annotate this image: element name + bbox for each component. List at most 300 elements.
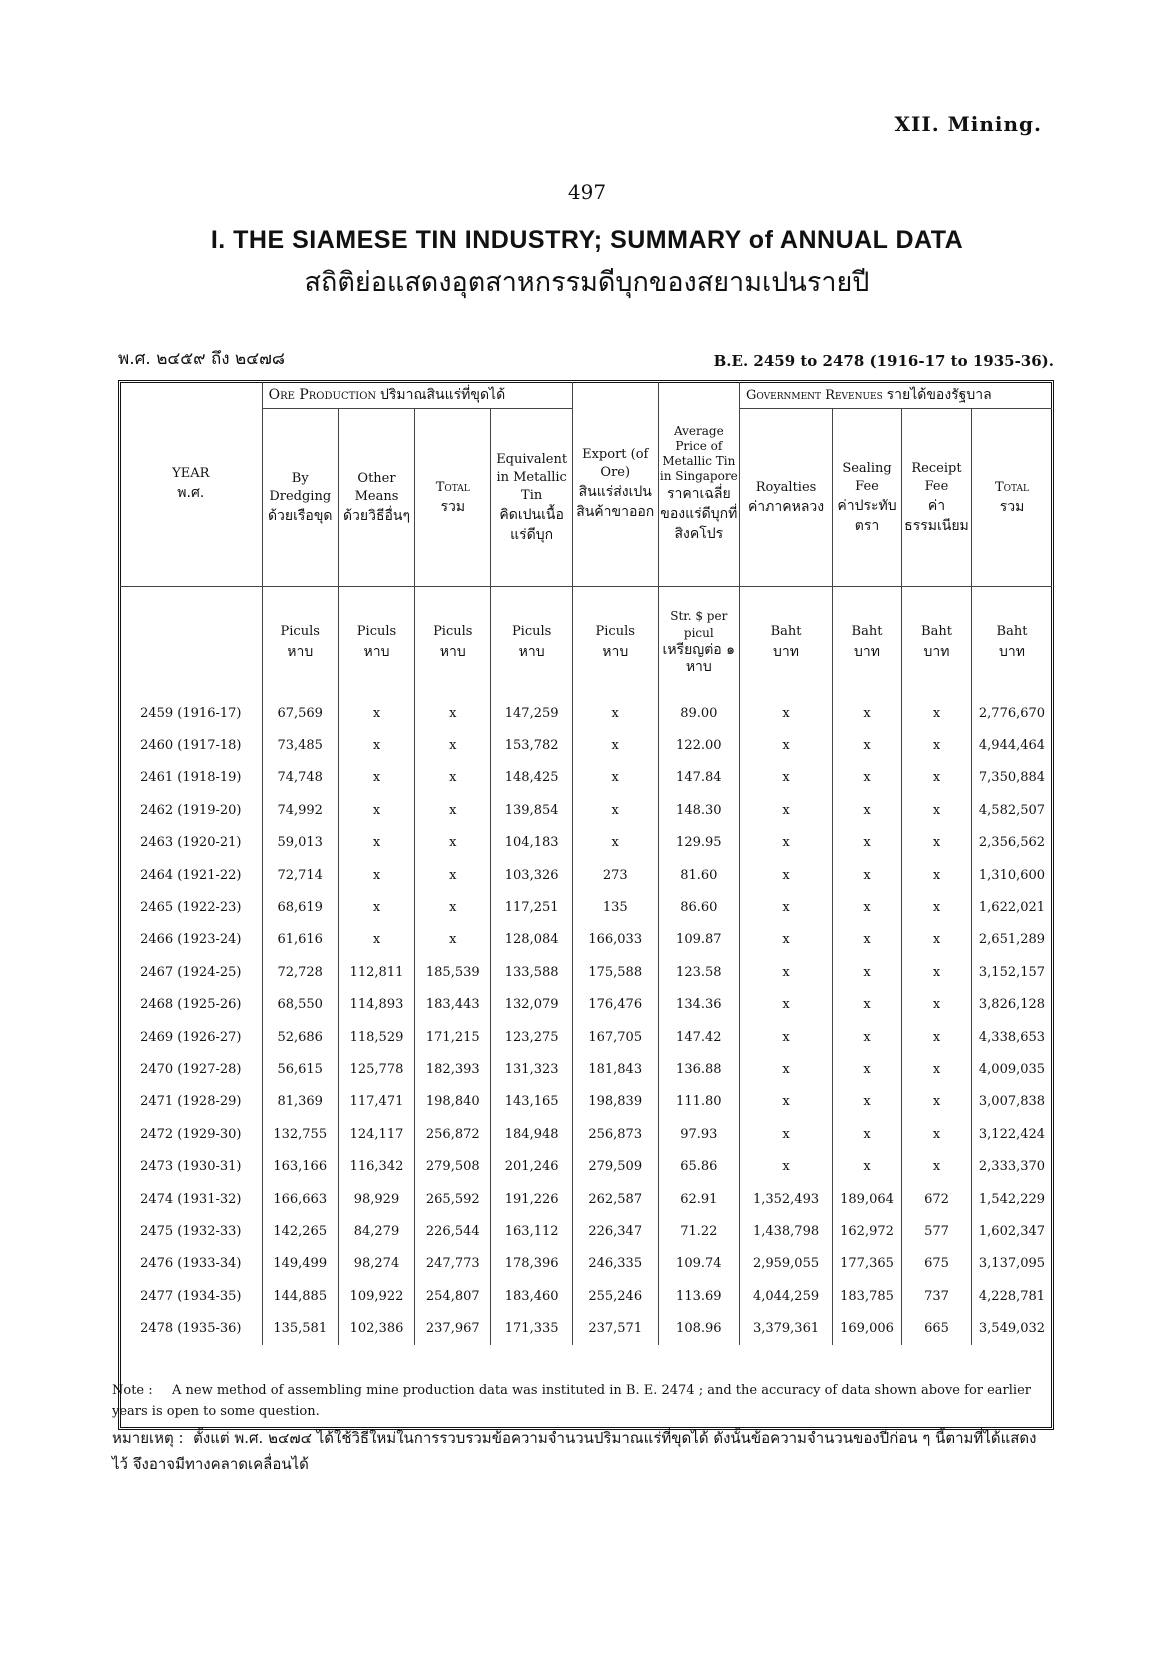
unit-piculs: Piculs [595, 624, 635, 639]
revenue-total-cell: 3,122,424 [971, 1118, 1052, 1150]
section-heading: XII. Mining. [894, 112, 1042, 136]
receipt-fee-cell: x [901, 729, 971, 761]
ore-total-header-th: รวม [440, 498, 466, 515]
note-thai [112, 1425, 1046, 1477]
ore-total-cell: x [415, 827, 491, 859]
unit-baht: Baht [921, 624, 952, 639]
unit-piculs: Piculs [511, 624, 552, 639]
unit-piculs-th: หาบ [287, 644, 314, 660]
unit-year [120, 587, 262, 698]
other-means-header-th: ด้วยวิธีอื่นๆ [342, 507, 411, 524]
unit-piculs: Piculs [280, 624, 320, 639]
price-header-en: Average Price of Metallic Tin in Singapore [659, 424, 738, 483]
table-row [120, 924, 1052, 956]
page-number: 497 [567, 180, 607, 204]
unit-baht: Baht [770, 624, 802, 639]
export-cell: 167,705 [572, 1021, 658, 1053]
export-cell: 262,587 [572, 1183, 658, 1215]
sealing-fee-cell: 183,785 [833, 1280, 902, 1312]
unit-cell [833, 587, 902, 698]
year-cell: 2461 (1918-19) [140, 770, 242, 786]
by-dredging-cell: 73,485 [262, 729, 338, 761]
by-dredging-cell: 59,013 [262, 827, 338, 859]
unit-cell [901, 587, 971, 698]
ore-total-cell: 237,967 [415, 1312, 491, 1344]
by-dredging-cell: 72,714 [262, 859, 338, 891]
export-cell: 226,347 [572, 1215, 658, 1247]
year-cell: 2467 (1924-25) [140, 964, 242, 980]
by-dredging-cell: 144,885 [262, 1280, 338, 1312]
other-means-cell: 84,279 [338, 1215, 414, 1247]
year-cell: 2465 (1922-23) [140, 900, 242, 916]
by-dredging-cell: 132,755 [262, 1118, 338, 1150]
export-cell: x [572, 697, 658, 729]
year-cell: 2464 (1921-22) [140, 867, 242, 883]
sealing-fee-cell: x [833, 729, 902, 761]
export-cell: x [572, 794, 658, 826]
year-range-thai: พ.ศ. ๒๔๕๙ ถึง ๒๔๗๘ [118, 349, 285, 369]
price-cell: 109.87 [658, 924, 739, 956]
metallic-tin-header-th: คิดเปนเนื้อแร่ดีบุก [499, 506, 564, 543]
ore-total-cell: x [415, 729, 491, 761]
year-cell: 2460 (1917-18) [140, 738, 242, 754]
other-means-header [338, 409, 414, 587]
year-cell: 2468 (1925-26) [140, 997, 242, 1013]
table-row [120, 697, 1052, 729]
metallic-tin-cell: 153,782 [491, 729, 573, 761]
revenue-total-cell: 2,356,562 [971, 827, 1052, 859]
receipt-fee-cell: x [901, 1021, 971, 1053]
table-row [120, 1086, 1052, 1118]
export-cell: 246,335 [572, 1248, 658, 1280]
revenue-total-cell: 1,310,600 [971, 859, 1052, 891]
royalties-cell: x [740, 1150, 833, 1182]
metallic-tin-cell: 117,251 [491, 891, 573, 923]
ore-total-cell: x [415, 762, 491, 794]
government-revenues-label: Government Revenues [746, 388, 883, 403]
unit-piculs-th: หาบ [363, 644, 390, 660]
other-means-cell: x [338, 697, 414, 729]
revenue-total-cell: 1,622,021 [971, 891, 1052, 923]
unit-piculs: Piculs [356, 624, 397, 639]
royalties-cell: 3,379,361 [740, 1312, 833, 1344]
year-cell: 2477 (1934-35) [140, 1288, 242, 1304]
royalties-header [740, 409, 833, 587]
receipt-fee-cell: x [901, 956, 971, 988]
sealing-fee-cell: x [833, 924, 902, 956]
price-cell: 113.69 [658, 1280, 739, 1312]
price-cell: 86.60 [658, 891, 739, 923]
by-dredging-cell: 74,992 [262, 794, 338, 826]
unit-cell [740, 587, 833, 698]
unit-baht: Baht [996, 624, 1028, 639]
ore-total-cell: 171,215 [415, 1021, 491, 1053]
table-row [120, 1183, 1052, 1215]
sealing-fee-cell: x [833, 762, 902, 794]
other-means-cell: 124,117 [338, 1118, 414, 1150]
year-cell: 2462 (1919-20) [140, 802, 242, 818]
by-dredging-cell: 142,265 [262, 1215, 338, 1247]
sealing-fee-cell: x [833, 697, 902, 729]
price-cell: 147.42 [658, 1021, 739, 1053]
price-cell: 134.36 [658, 989, 739, 1021]
metallic-tin-cell: 171,335 [491, 1312, 573, 1344]
royalties-cell: x [740, 1021, 833, 1053]
other-means-cell: 114,893 [338, 989, 414, 1021]
unit-price: Str. $ per picul [670, 609, 728, 640]
royalties-header-th: ค่าภาคหลวง [747, 498, 825, 515]
unit-cell [491, 587, 573, 698]
ore-total-cell: 265,592 [415, 1183, 491, 1215]
export-cell: 279,509 [572, 1150, 658, 1182]
table-row [120, 1215, 1052, 1247]
ore-total-cell: 198,840 [415, 1086, 491, 1118]
other-means-cell: x [338, 827, 414, 859]
royalties-cell: x [740, 859, 833, 891]
unit-cell [658, 587, 739, 698]
year-header [120, 382, 262, 587]
unit-baht-th: บาท [999, 644, 1025, 660]
receipt-fee-header-th: ค่าธรรมเนียม [904, 497, 969, 534]
metallic-tin-cell: 143,165 [491, 1086, 573, 1118]
royalties-cell: x [740, 762, 833, 794]
export-cell: 273 [572, 859, 658, 891]
table-row [120, 891, 1052, 923]
revenue-total-cell: 4,338,653 [971, 1021, 1052, 1053]
unit-cell [262, 587, 338, 698]
export-header-en: Export (of Ore) [582, 447, 649, 480]
by-dredging-cell: 81,369 [262, 1086, 338, 1118]
unit-baht-th: บาท [773, 644, 800, 660]
royalties-cell: x [740, 1086, 833, 1118]
revenue-total-cell: 4,944,464 [971, 729, 1052, 761]
page-title-thai: สถิติย่อแสดงอุตสาหกรรมดีบุกของสยามเปนรายปี [304, 267, 870, 298]
metallic-tin-cell: 139,854 [491, 794, 573, 826]
sealing-fee-cell: x [833, 794, 902, 826]
ore-production-group-header [262, 382, 572, 409]
royalties-cell: x [740, 697, 833, 729]
tin-industry-table [120, 382, 1052, 1345]
units-row [120, 587, 1052, 698]
year-cell: 2474 (1931-32) [140, 1191, 242, 1207]
export-cell: 237,571 [572, 1312, 658, 1344]
export-header [572, 382, 658, 587]
unit-baht-th: บาท [923, 644, 950, 660]
ore-total-header [415, 409, 491, 587]
ore-total-cell: x [415, 924, 491, 956]
royalties-cell: 1,352,493 [740, 1183, 833, 1215]
other-means-cell: x [338, 729, 414, 761]
note-label-th: หมายเหตุ : [112, 1429, 184, 1447]
royalties-header-en: Royalties [755, 479, 817, 495]
by-dredging-cell: 149,499 [262, 1248, 338, 1280]
by-dredging-cell: 163,166 [262, 1150, 338, 1182]
other-means-cell: 98,274 [338, 1248, 414, 1280]
revenue-total-cell: 1,542,229 [971, 1183, 1052, 1215]
revenue-total-header-th: รวม [999, 498, 1025, 515]
receipt-fee-cell: x [901, 989, 971, 1021]
other-means-header-en: Other Means [354, 470, 399, 504]
ore-total-cell: x [415, 794, 491, 826]
revenue-total-cell: 3,137,095 [971, 1248, 1052, 1280]
price-cell: 65.86 [658, 1150, 739, 1182]
royalties-cell: x [740, 1053, 833, 1085]
by-dredging-cell: 67,569 [262, 697, 338, 729]
royalties-cell: x [740, 924, 833, 956]
royalties-cell: x [740, 827, 833, 859]
ore-total-cell: 185,539 [415, 956, 491, 988]
sealing-fee-header-th: ค่าประทับตรา [837, 497, 897, 534]
table-row [120, 859, 1052, 891]
by-dredging-cell: 166,663 [262, 1183, 338, 1215]
ore-total-cell: 254,807 [415, 1280, 491, 1312]
metallic-tin-cell: 148,425 [491, 762, 573, 794]
year-cell: 2473 (1930-31) [140, 1159, 242, 1175]
by-dredging-header-en: By Dredging [269, 470, 332, 504]
revenue-total-header [971, 409, 1052, 587]
by-dredging-header-th: ด้วยเรือขุด [267, 507, 333, 524]
by-dredging-cell: 68,550 [262, 989, 338, 1021]
ore-total-cell: 247,773 [415, 1248, 491, 1280]
royalties-cell: x [740, 794, 833, 826]
receipt-fee-cell: x [901, 1118, 971, 1150]
sealing-fee-cell: 169,006 [833, 1312, 902, 1344]
other-means-cell: 109,922 [338, 1280, 414, 1312]
ore-total-cell: x [415, 891, 491, 923]
sealing-fee-cell: x [833, 956, 902, 988]
export-header-th: สินแร่ส่งเปนสินค้าขาออก [576, 484, 655, 520]
metallic-tin-header [491, 409, 573, 587]
receipt-fee-cell: x [901, 1086, 971, 1118]
metallic-tin-cell: 103,326 [491, 859, 573, 891]
receipt-fee-cell: 737 [901, 1280, 971, 1312]
sealing-fee-cell: x [833, 1053, 902, 1085]
unit-piculs: Piculs [433, 624, 473, 639]
unit-cell [338, 587, 414, 698]
year-cell: 2475 (1932-33) [140, 1223, 242, 1239]
unit-piculs-th: หาบ [602, 644, 629, 660]
metallic-tin-cell: 191,226 [491, 1183, 573, 1215]
receipt-fee-cell: x [901, 794, 971, 826]
table-row [120, 1248, 1052, 1280]
sealing-fee-cell: x [833, 827, 902, 859]
metallic-tin-cell: 133,588 [491, 956, 573, 988]
receipt-fee-cell: x [901, 762, 971, 794]
price-cell: 97.93 [658, 1118, 739, 1150]
royalties-cell: 4,044,259 [740, 1280, 833, 1312]
royalties-cell: x [740, 1118, 833, 1150]
year-cell: 2459 (1916-17) [140, 705, 242, 721]
by-dredging-cell: 68,619 [262, 891, 338, 923]
sealing-fee-header-en: Sealing Fee [842, 460, 892, 494]
unit-baht: Baht [851, 624, 883, 639]
metallic-tin-cell: 147,259 [491, 697, 573, 729]
export-cell: 135 [572, 891, 658, 923]
sealing-fee-cell: 162,972 [833, 1215, 902, 1247]
page-title-english: I. THE SIAMESE TIN INDUSTRY; SUMMARY of ANNUAL DATA [210, 226, 964, 254]
other-means-cell: 125,778 [338, 1053, 414, 1085]
sealing-fee-cell: x [833, 859, 902, 891]
receipt-fee-cell: x [901, 891, 971, 923]
table-row [120, 1021, 1052, 1053]
export-cell: 256,873 [572, 1118, 658, 1150]
other-means-cell: 112,811 [338, 956, 414, 988]
metallic-tin-cell: 184,948 [491, 1118, 573, 1150]
price-cell: 111.80 [658, 1086, 739, 1118]
by-dredging-cell: 56,615 [262, 1053, 338, 1085]
other-means-cell: x [338, 794, 414, 826]
table-row [120, 956, 1052, 988]
export-cell: 181,843 [572, 1053, 658, 1085]
sealing-fee-cell: x [833, 1118, 902, 1150]
receipt-fee-cell: x [901, 924, 971, 956]
other-means-cell: 102,386 [338, 1312, 414, 1344]
by-dredging-cell: 61,616 [262, 924, 338, 956]
government-revenues-group-header [740, 382, 1052, 409]
unit-piculs-th: หาบ [518, 644, 545, 660]
royalties-cell: 2,959,055 [740, 1248, 833, 1280]
royalties-cell: x [740, 989, 833, 1021]
ore-production-label: Ore Production [268, 387, 377, 403]
price-cell: 108.96 [658, 1312, 739, 1344]
year-cell: 2470 (1927-28) [140, 1061, 242, 1077]
note-english [112, 1380, 1046, 1422]
unit-baht-th: บาท [854, 644, 880, 660]
ore-total-cell: 226,544 [415, 1215, 491, 1247]
other-means-cell: x [338, 859, 414, 891]
year-range-english: B.E. 2459 to 2478 (1916-17 to 1935-36). [713, 352, 1054, 370]
sealing-fee-cell: x [833, 1021, 902, 1053]
year-cell: 2471 (1928-29) [140, 1094, 242, 1110]
receipt-fee-cell: 672 [901, 1183, 971, 1215]
revenue-total-cell: 4,228,781 [971, 1280, 1052, 1312]
receipt-fee-cell: x [901, 859, 971, 891]
price-cell: 122.00 [658, 729, 739, 761]
price-cell: 109.74 [658, 1248, 739, 1280]
other-means-cell: 116,342 [338, 1150, 414, 1182]
by-dredging-cell: 135,581 [262, 1312, 338, 1344]
other-means-cell: 117,471 [338, 1086, 414, 1118]
table-row [120, 762, 1052, 794]
by-dredging-cell: 52,686 [262, 1021, 338, 1053]
ore-total-cell: x [415, 697, 491, 729]
price-cell: 147.84 [658, 762, 739, 794]
price-cell: 136.88 [658, 1053, 739, 1085]
export-cell: 255,246 [572, 1280, 658, 1312]
sealing-fee-cell: x [833, 989, 902, 1021]
revenue-total-cell: 7,350,884 [971, 762, 1052, 794]
price-cell: 71.22 [658, 1215, 739, 1247]
by-dredging-cell: 72,728 [262, 956, 338, 988]
export-cell: 176,476 [572, 989, 658, 1021]
table-row [120, 827, 1052, 859]
export-cell: x [572, 762, 658, 794]
note-label: Note : [112, 1383, 153, 1398]
receipt-fee-cell: x [901, 1150, 971, 1182]
sealing-fee-cell: x [833, 1150, 902, 1182]
metallic-tin-cell: 128,084 [491, 924, 573, 956]
metallic-tin-cell: 183,460 [491, 1280, 573, 1312]
table-row [120, 1150, 1052, 1182]
export-cell: x [572, 827, 658, 859]
royalties-cell: 1,438,798 [740, 1215, 833, 1247]
other-means-cell: 98,929 [338, 1183, 414, 1215]
ore-total-cell: x [415, 859, 491, 891]
price-cell: 81.60 [658, 859, 739, 891]
year-cell: 2476 (1933-34) [140, 1256, 242, 1272]
other-means-cell: x [338, 891, 414, 923]
revenue-total-cell: 1,602,347 [971, 1215, 1052, 1247]
export-cell: 175,588 [572, 956, 658, 988]
royalties-cell: x [740, 956, 833, 988]
unit-price-th: เหรียญต่อ ๑ หาบ [662, 642, 736, 675]
metallic-tin-header-en: Equivalent in Metallic Tin [496, 451, 568, 503]
ore-total-cell: 256,872 [415, 1118, 491, 1150]
royalties-cell: x [740, 891, 833, 923]
metallic-tin-cell: 163,112 [491, 1215, 573, 1247]
other-means-cell: x [338, 762, 414, 794]
price-cell: 89.00 [658, 697, 739, 729]
sealing-fee-header [833, 409, 902, 587]
metallic-tin-cell: 104,183 [491, 827, 573, 859]
year-header-th: พ.ศ. [177, 485, 205, 501]
sealing-fee-cell: x [833, 891, 902, 923]
metallic-tin-cell: 132,079 [491, 989, 573, 1021]
sealing-fee-cell: 177,365 [833, 1248, 902, 1280]
receipt-fee-header [901, 409, 971, 587]
year-cell: 2478 (1935-36) [140, 1321, 242, 1337]
receipt-fee-cell: x [901, 827, 971, 859]
unit-cell [971, 587, 1052, 698]
export-cell: x [572, 729, 658, 761]
receipt-fee-cell: 577 [901, 1215, 971, 1247]
metallic-tin-cell: 131,323 [491, 1053, 573, 1085]
revenue-total-cell: 2,333,370 [971, 1150, 1052, 1182]
sealing-fee-cell: 189,064 [833, 1183, 902, 1215]
note-text: A new method of assembling mine production data was instituted in B. E. 2474 ; and the accuracy of data shown above for earlier years is open to some question. [112, 1383, 1031, 1419]
table-row [120, 1118, 1052, 1150]
revenue-total-cell: 3,826,128 [971, 989, 1052, 1021]
year-header-en: YEAR [172, 466, 210, 481]
receipt-fee-cell: x [901, 697, 971, 729]
royalties-cell: x [740, 729, 833, 761]
metallic-tin-cell: 178,396 [491, 1248, 573, 1280]
note-text-th: ตั้งแต่ พ.ศ. ๒๔๗๔ ได้ใช้วิธีใหม่ในการรวบรวมข้อความจำนวนปริมาณแร่ที่ขุดได้ ดังนั้นข้อความจำนวนของปีก่อน ๆ นี้ตามที่ได้แสดงไว้ จึงอาจมีทางคลาดเคลื่อนได้ [112, 1429, 1037, 1473]
table-row [120, 1053, 1052, 1085]
receipt-fee-cell: 665 [901, 1312, 971, 1344]
table-body [120, 697, 1052, 1345]
year-cell: 2466 (1923-24) [140, 932, 242, 948]
export-cell: 198,839 [572, 1086, 658, 1118]
other-means-cell: x [338, 924, 414, 956]
table-row [120, 729, 1052, 761]
table-row [120, 1280, 1052, 1312]
table-row [120, 1312, 1052, 1344]
price-cell: 129.95 [658, 827, 739, 859]
sealing-fee-cell: x [833, 1086, 902, 1118]
metallic-tin-cell: 123,275 [491, 1021, 573, 1053]
table-row [120, 989, 1052, 1021]
revenue-total-cell: 2,651,289 [971, 924, 1052, 956]
unit-piculs-th: หาบ [439, 644, 466, 660]
receipt-fee-cell: 675 [901, 1248, 971, 1280]
revenue-total-cell: 4,582,507 [971, 794, 1052, 826]
receipt-fee-cell: x [901, 1053, 971, 1085]
ore-total-header-en: Total [435, 479, 470, 495]
year-cell: 2463 (1920-21) [140, 835, 242, 851]
price-cell: 148.30 [658, 794, 739, 826]
revenue-total-cell: 3,549,032 [971, 1312, 1052, 1344]
